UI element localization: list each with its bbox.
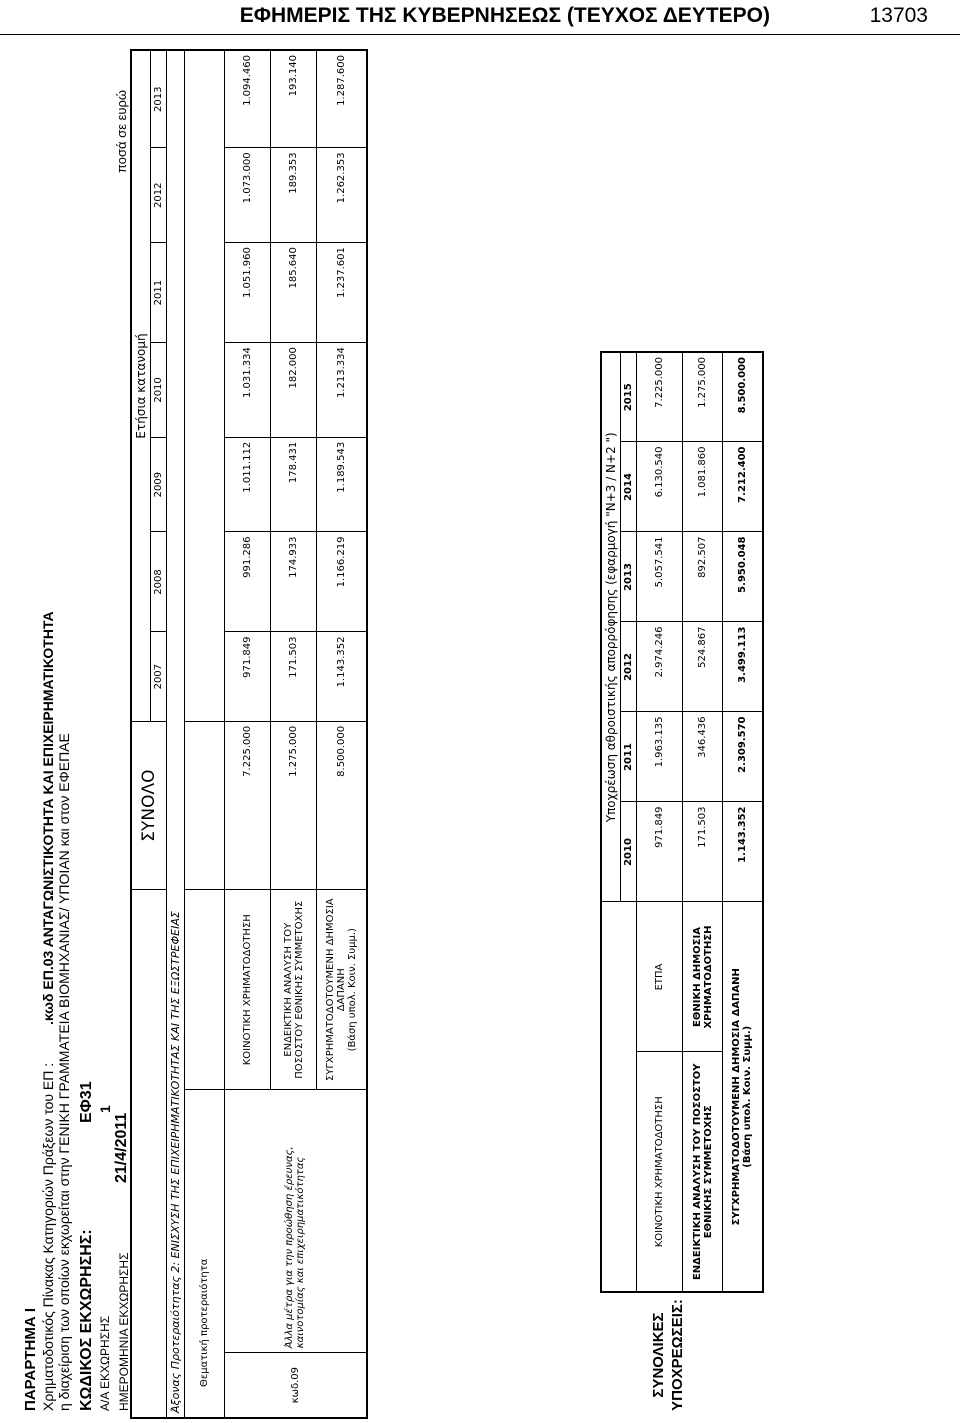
row-label: ΚΟΙΝΟΤΙΚΗ ΧΡΗΜΑΤΟΔΟΤΗΣΗ (225, 890, 271, 1090)
total-header: ΣΥΝΟΛΟ (131, 721, 167, 889)
page-number: 13703 (869, 4, 928, 27)
value-cell: 1.287.600 (317, 50, 367, 148)
table-row (683, 352, 723, 1292)
year-cell: 2009 (151, 437, 167, 532)
row-label: ΕΝΔΕΙΚΤΙΚΗ ΑΝΑΛΥΣΗ ΤΟΥ ΠΟΣΟΣΤΟΥ ΕΘΝΙΚΗΣ ΣΥΜΜΕΤΟΧΗΣ (683, 1052, 723, 1292)
value-cell: 189.353 (271, 148, 317, 243)
intro-line-2: η διαχείριση των οποίων εκχωρείται στην ΓΕΝΙΚΗ ΓΡΑΜΜΑΤΕΙΑ ΒΙΟΜΗΧΑΝΙΑΣ/ ΥΠΟΙΑΝ και στον ΕΦΕΠΑΕ (56, 733, 73, 1411)
rotated-sheet (0, 43, 960, 1423)
row-label: ΚΟΙΝΟΤΙΚΗ ΧΡΗΜΑΤΟΔΟΤΗΣΗ (637, 1052, 683, 1292)
row-label-main: ΣΥΓΧΡΗΜΑΤΟΔΟΤΟΥΜΕΝΗ ΔΗΜΟΣΙΑ ΔΑΠΑΝΗ (731, 968, 743, 1226)
value-cell: 1.094.460 (225, 50, 271, 148)
code-label: ΚΩΔΙΚΟΣ ΕΚΧΩΡΗΣΗΣ: (78, 1229, 95, 1411)
row-label (317, 890, 367, 1090)
date-value: 21/4/2011 (113, 1112, 130, 1183)
value-cell: 6.130.540 (637, 442, 683, 532)
summary-title (650, 1295, 688, 1415)
row-label-main: ΣΥΓΧΡΗΜΑΤΟΔΟΤΟΥΜΕΝΗ ΔΗΜΟΣΙΑ ΔΑΠΑΝΗ (324, 898, 347, 1082)
header-rule (0, 34, 960, 35)
value-cell: 1.275.000 (683, 352, 723, 442)
currency-note: ποσά σε ευρώ (114, 89, 129, 173)
header-blank (131, 890, 167, 1418)
value-cell: 1.166.219 (317, 532, 367, 632)
value-cell: 1.051.960 (225, 243, 271, 343)
axis-row (167, 50, 185, 1418)
blank-cell (185, 721, 225, 889)
annex-title: ΠΑΡΑΡΤΗΜΑ Ι (22, 1307, 39, 1411)
intro-block (22, 611, 73, 1411)
allocation-table (130, 49, 368, 1419)
theme-header: Θεματική προτεραιότητα (185, 1090, 225, 1418)
blank-cell (185, 890, 225, 1090)
year-cell: 2011 (151, 243, 167, 343)
value-cell: 7.225.000 (637, 352, 683, 442)
row-total: 8.500.000 (317, 721, 367, 889)
year-cell: 2012 (151, 148, 167, 243)
theme-header-row (185, 50, 225, 1418)
value-cell: 2.974.246 (637, 622, 683, 712)
year-cell: 2008 (151, 532, 167, 632)
row-label-sub: (Βάση υπολ. Κοιν. Συμμ.) (742, 1025, 754, 1168)
value-cell: 193.140 (271, 50, 317, 148)
header-row-1 (131, 50, 151, 1418)
annual-header: Ετήσια κατανομή (131, 50, 151, 721)
value-cell: 5.057.541 (637, 532, 683, 622)
value-cell: 1.143.352 (317, 632, 367, 721)
value-cell: 971.849 (637, 802, 683, 902)
value-cell: 7.212.400 (723, 442, 763, 532)
page-header (0, 0, 960, 36)
table-row (637, 352, 683, 1292)
row-label: ΕΝΔΕΙΚΤΙΚΗ ΑΝΑΛΥΣΗ ΤΟΥ ΠΟΣΟΣΤΟΥ ΕΘΝΙΚΗΣ ΣΥΜΜΕΤΟΧΗΣ (271, 890, 317, 1090)
row-total: 7.225.000 (225, 721, 271, 889)
year-cell: 2015 (621, 352, 637, 442)
value-cell: 8.500.000 (723, 352, 763, 442)
value-cell: 185.640 (271, 243, 317, 343)
axis-label: Άξονας Προτεραιότητας 2: ΕΝΙΣΧΥΣΗ ΤΗΣ ΕΠΙΧΕΙΡΗΜΑΤΙΚΟΤΗΤΑΣ ΚΑΙ ΤΗΣ ΕΞΩΣΤΡΕΦΕΙΑΣ (167, 50, 185, 1418)
value-cell: 1.237.601 (317, 243, 367, 343)
aa-value: 1 (97, 1105, 113, 1113)
value-cell: 1.031.334 (225, 343, 271, 438)
row-label-sub: (Βάση υπολ. Κοιν. Συμμ.) (346, 928, 358, 1052)
value-cell: 991.286 (225, 532, 271, 632)
value-cell: 892.507 (683, 532, 723, 622)
value-cell: 1.963.135 (637, 712, 683, 802)
year-cell: 2010 (621, 802, 637, 902)
date-label: ΗΜΕΡΟΜΗΝΙΑ ΕΚΧΩΡΗΣΗΣ (117, 1252, 131, 1411)
value-cell: 2.309.570 (723, 712, 763, 802)
summary-title-line-1: ΣΥΝΟΛΙΚΕΣ (650, 1312, 667, 1398)
table-row (723, 352, 763, 1292)
year-cell: 2011 (621, 712, 637, 802)
value-cell: 178.431 (271, 437, 317, 532)
table-row (225, 50, 271, 1418)
value-cell: 1.213.334 (317, 343, 367, 438)
value-cell: 182.000 (271, 343, 317, 438)
value-cell: 971.849 (225, 632, 271, 721)
value-cell: 1.073.000 (225, 148, 271, 243)
aa-label: Α/Α ΕΚΧΩΡΗΣΗΣ (98, 1315, 112, 1411)
value-cell: 524.867 (683, 622, 723, 712)
summary-header: Υποχρέωση αθροιστικής απορρόφησης (εφαρμογή "Ν+3 / Ν+2 ") (601, 352, 621, 902)
summary-title-line-2: ΥΠΟΧΡΕΩΣΕΙΣ: (668, 1299, 686, 1411)
value-cell: 171.503 (271, 632, 317, 721)
value-cell: 346.436 (683, 712, 723, 802)
blank-cell (601, 902, 637, 1292)
code-cell: κωδ.09 (225, 1353, 367, 1418)
year-cell: 2007 (151, 632, 167, 721)
value-cell: 1.011.112 (225, 437, 271, 532)
year-cell: 2010 (151, 343, 167, 438)
year-cell: 2013 (621, 532, 637, 622)
year-cell: 2012 (621, 622, 637, 712)
row-label (723, 902, 763, 1292)
intro-line-1 (40, 611, 57, 1411)
summary-table (600, 351, 764, 1293)
theme-text: Άλλα μέτρα για την προώθηση έρευνας, καινοτομίας και επιχειρηματικότητας (225, 1090, 367, 1353)
blank-cell (185, 50, 225, 721)
code-value: ΕΦ31 (78, 1081, 95, 1123)
value-cell: 1.262.353 (317, 148, 367, 243)
intro-line-1-left: Χρηματοδοτικός Πίνακας Κατηγοριών Πράξεων του ΕΠ : (39, 1062, 56, 1411)
value-cell: 171.503 (683, 802, 723, 902)
value-cell: 3.499.113 (723, 622, 763, 712)
intro-line-1-right: .κωδ ΕΠ.03 ΑΝΤΑΓΩΝΙΣΤΙΚΟΤΗΤΑ ΚΑΙ ΕΠΙΧΕΙΡΗΜΑΤΙΚΟΤΗΤΑ (39, 611, 56, 1026)
fund-cell: ΕΤΠΑ (637, 902, 683, 1052)
value-cell: 1.143.352 (723, 802, 763, 902)
value-cell: 1.081.860 (683, 442, 723, 532)
row-total: 1.275.000 (271, 721, 317, 889)
journal-title: ΕΦΗΜΕΡΙΣ ΤΗΣ ΚΥΒΕΡΝΗΣΕΩΣ (ΤΕΥΧΟΣ ΔΕΥΤΕΡΟ) (239, 4, 770, 27)
year-cell: 2013 (151, 50, 167, 148)
summary-header-row (601, 352, 621, 1292)
value-cell: 5.950.048 (723, 532, 763, 622)
value-cell: 174.933 (271, 532, 317, 632)
year-cell: 2014 (621, 442, 637, 532)
fund-cell: ΕΘΝΙΚΗ ΔΗΜΟΣΙΑ ΧΡΗΜΑΤΟΔΟΤΗΣΗ (683, 902, 723, 1052)
value-cell: 1.189.543 (317, 437, 367, 532)
